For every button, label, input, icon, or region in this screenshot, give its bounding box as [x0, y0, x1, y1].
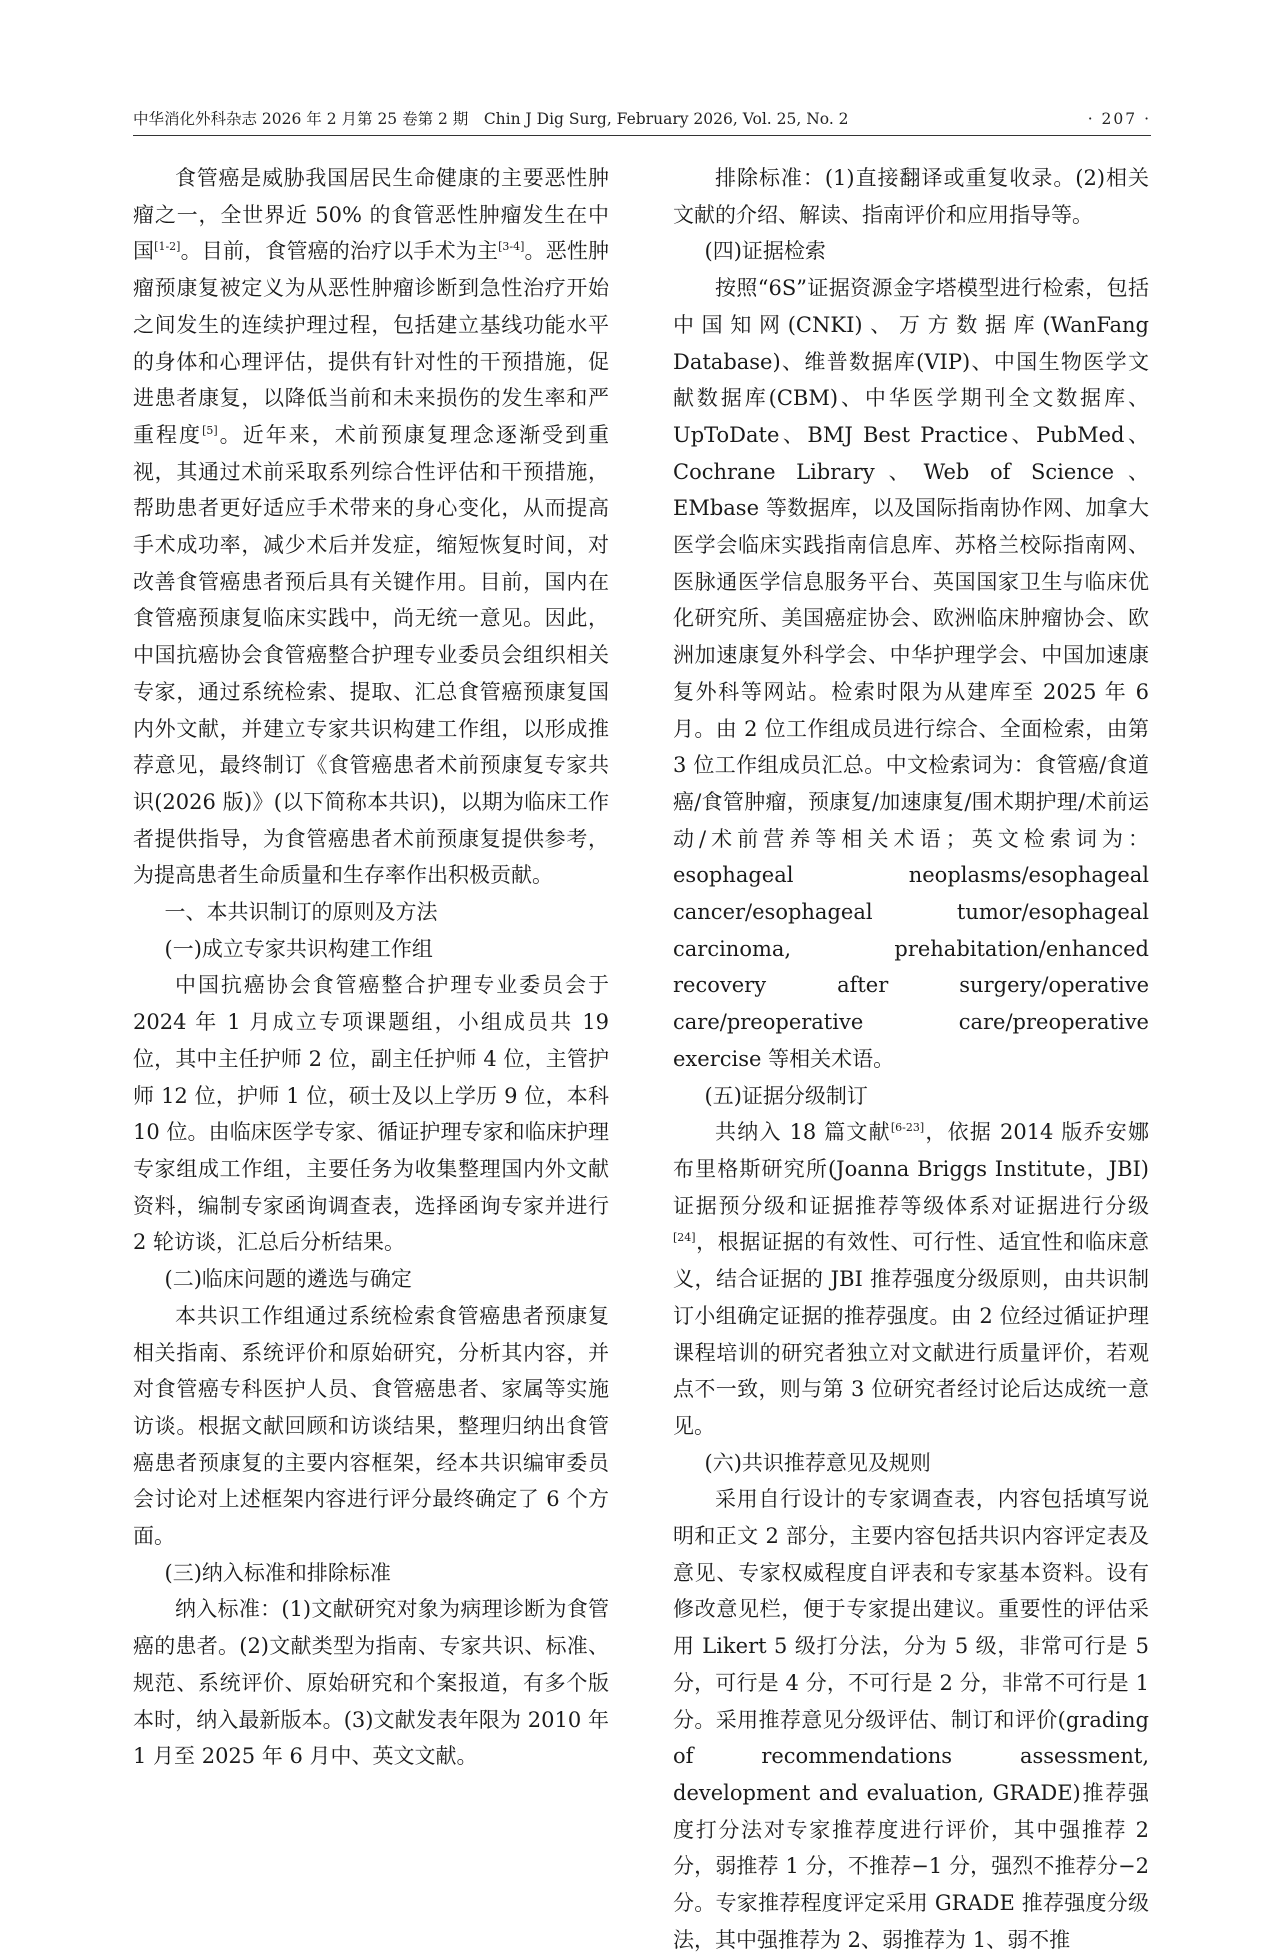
citation-ref: [3-4] — [498, 240, 525, 254]
citation-ref: [5] — [202, 423, 218, 437]
intro-text-1: 食管癌是威胁我国居民生命健康的主要恶性肿瘤之一，全世界近 50% 的食管恶性肿瘤发生在中国 — [133, 166, 609, 264]
body-paragraph: 纳入标准：(1)文献研究对象为病理诊断为食管癌的患者。(2)文献类型为指南、专家共识、标准、规范、系统评价、原始研究和个案报道，有多个版本时，纳入最新版本。(3)文献发表年限为 2010 年 1 月至 2025 年 6 月中、英文文献。 — [133, 1597, 609, 1769]
subsection-heading: (五)证据分级制订 — [704, 1083, 868, 1108]
page-number: · 207 · — [1087, 110, 1151, 128]
journal-title-cn: 中华消化外科杂志 2026 年 2 月第 25 卷第 2 期 — [133, 110, 469, 128]
evidence-text-1: 共纳入 18 篇文献 — [715, 1120, 891, 1145]
evidence-text-2: ，依据 2014 版乔安娜布里格斯研究所(Joanna Briggs Institute，JBI)证据预分级和证据推荐等级体系对证据进行分级 — [673, 1120, 1149, 1218]
intro-paragraph — [133, 160, 609, 894]
body-paragraph: 采用自行设计的专家调查表，内容包括填写说明和正文 2 部分，主要内容包括共识内容评定表及意见、专家权威程度自评表和专家基本资料。设有修改意见栏，便于专家提出建议。重要性的评估采用 Likert 5 级打分法，分为 5 级，非常可行是 5 分，可行是 4 分，不可行是 2 分，非常不可行是 1 分。采用推荐意见分级评估、制订和评价(grading of recommendations assessment, development and evaluation, GRADE)推荐强度打分法对专家推荐度进行评价，其中强推荐 2 分，弱推荐 1 分，不推荐−1 分，强烈不推荐分−2 分。专家推荐程度评定采用 GRADE 推荐强度分级法，其中强推荐为 2、弱推荐为 1、弱不推 — [673, 1487, 1149, 1952]
left-column — [133, 160, 610, 1769]
body-paragraph — [673, 1114, 1149, 1444]
body-paragraph: 中国抗癌协会食管癌整合护理专业委员会于 2024 年 1 月成立专项课题组，小组成员共 19 位，其中主任护师 2 位，副主任护师 4 位，主管护师 12 位，护师 1 位，硕士及以上学历 9 位，本科 10 位。由临床医学专家、循证护理专家和临床护理专家组成工作组，主要任务为收集整理国内外文献资料，编制专家函询调查表，选择函询专家并进行 2 轮访谈，汇总后分析结果。 — [133, 973, 609, 1255]
body-paragraph: 本共识工作组通过系统检索食管癌患者预康复相关指南、系统评价和原始研究，分析其内容，并对食管癌专科医护人员、食管癌患者、家属等实施访谈。根据文献回顾和访谈结果，整理归纳出食管癌患者预康复的主要内容框架，经本共识编审委员会讨论对上述框架内容进行评分最终确定了 6 个方面。 — [133, 1303, 609, 1549]
citation-ref: [24] — [673, 1231, 696, 1245]
journal-title-en: Chin J Dig Surg, February 2026, Vol. 25, No. 2 — [483, 110, 849, 128]
citation-ref: [1-2] — [154, 240, 181, 254]
body-paragraph: 排除标准：(1)直接翻译或重复收录。(2)相关文献的介绍、解读、指南评价和应用指导等。 — [673, 166, 1149, 227]
intro-text-3: 。恶性肿瘤预康复被定义为从恶性肿瘤诊断到急性治疗开始之间发生的连续护理过程，包括建立基线功能水平的身体和心理评估，提供有针对性的干预措施，促进患者康复，以降低当前和未来损伤的发生率和严重程度 — [133, 239, 610, 447]
body-paragraph: 按照“6S”证据资源金字塔模型进行检索，包括中国知网(CNKI)、万方数据库(WanFang Database)、维普数据库(VIP)、中国生物医学文献数据库(CBM)、中华医学期刊全文数据库、UpToDate、BMJ Best Practice、PubMed、Cochrane Library、Web of Science、EMbase 等数据库，以及国际指南协作网、加拿大医学会临床实践指南信息库、苏格兰校际指南网、医脉通医学信息服务平台、英国国家卫生与临床优化研究所、美国癌症协会、欧洲临床肿瘤协会、欧洲加速康复外科学会、中华护理学会、中国加速康复外科等网站。检索时限为从建库至 2025 年 6 月。由 2 位工作组成员进行综合、全面检索，由第 3 位工作组成员汇总。中文检索词为：食管癌/食道癌/食管肿瘤，预康复/加速康复/围术期护理/术前运动/术前营养等相关术语；英文检索词为：esophageal neoplasms/esophageal cancer/esophageal tumor/esophageal carcinoma, prehabitation/enhanced recovery after surgery/operative care/preoperative care/preoperative exercise 等相关术语。 — [673, 276, 1149, 1071]
header-rule — [133, 135, 1151, 136]
subsection-heading: (一)成立专家共识构建工作组 — [164, 936, 433, 961]
subsection-heading: (二)临床问题的遴选与确定 — [164, 1267, 412, 1292]
evidence-text-3: ，根据证据的有效性、可行性、适宜性和临床意义，结合证据的 JBI 推荐强度分级原则，由共识制订小组确定证据的推荐强度。由 2 位经过循证护理课程培训的研究者独立对文献进行质量评价，若观点不一致，则与第 3 位研究者经讨论后达成统一意见。 — [673, 1230, 1149, 1438]
subsection-heading: (四)证据检索 — [704, 239, 826, 264]
section-heading: 一、本共识制订的原则及方法 — [164, 900, 438, 925]
running-head — [133, 104, 1151, 134]
intro-text-2: 。目前，食管癌的治疗以手术为主 — [180, 239, 499, 264]
right-column — [673, 160, 1149, 1952]
subsection-heading: (三)纳入标准和排除标准 — [164, 1560, 391, 1585]
journal-citation — [133, 104, 849, 134]
intro-text-4: 。近年来，术前预康复理念逐渐受到重视，其通过术前采取系列综合性评估和干预措施，帮助患者更好适应手术带来的身心变化，从而提高手术成功率，减少术后并发症，缩短恢复时间，对改善食管癌患者预后具有关键作用。目前，国内在食管癌预康复临床实践中，尚无统一意见。因此，中国抗癌协会食管癌整合护理专业委员会组织相关专家，通过系统检索、提取、汇总食管癌预康复国内外文献，并建立专家共识构建工作组，以形成推荐意见，最终制订《食管癌患者术前预康复专家共识(2026 版)》(以下简称本共识)，以期为临床工作者提供指导，为食管癌患者术前预康复提供参考，为提高患者生命质量和生存率作出积极贡献。 — [133, 422, 609, 888]
citation-ref: [6-23] — [890, 1121, 925, 1135]
subsection-heading: (六)共识推荐意见及规则 — [704, 1450, 931, 1475]
